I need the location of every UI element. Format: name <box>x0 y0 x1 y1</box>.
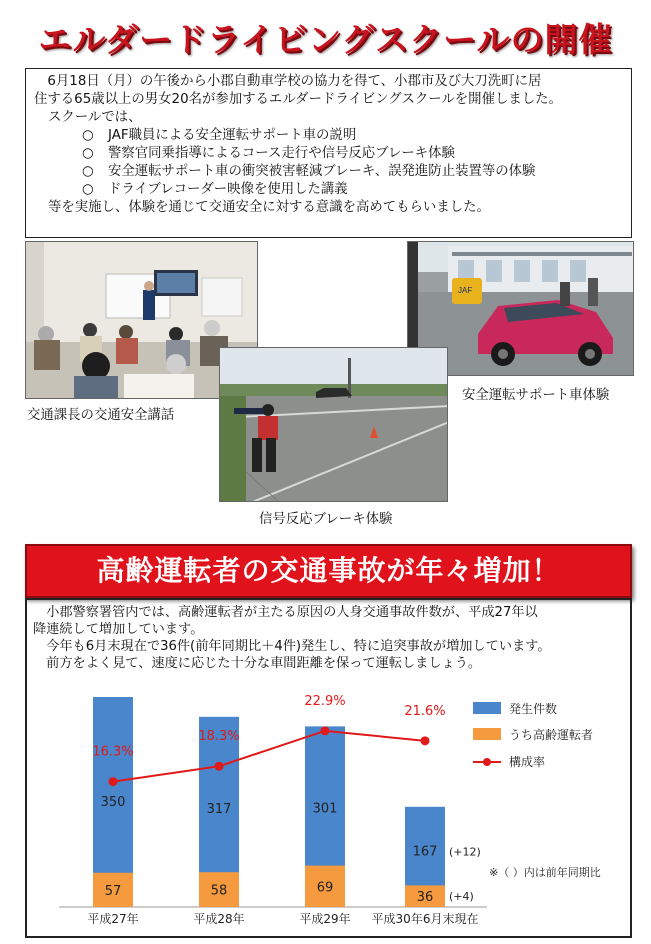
tick-label: 平成27年 <box>87 912 139 926</box>
bar-label-elderly: 57 <box>104 883 122 899</box>
line-point <box>215 762 224 771</box>
line-data-label: 22.9% <box>304 693 346 709</box>
list-item: ○ ドライブレコーダー映像を使用した講義 <box>82 182 348 197</box>
legend-swatch-rate-marker <box>483 758 491 766</box>
intro-text: 6月18日（月）の午後から小郡自動車学校の協力を得て、小郡市及び大刀洗町に居 <box>34 74 542 89</box>
line-data-label: 18.3% <box>198 729 240 745</box>
section2-title: 高齢運転者の交通事故が年々増加！ <box>25 544 632 598</box>
closing-text: 等を実施し、体験を通じて交通安全に対する意識を高めてもらいました。 <box>48 200 490 215</box>
bar-label-total: 167 <box>412 844 438 860</box>
accident-text-line: 今年も6月末現在で36件(前年同期比＋4件)発生し、特に追突事故が増加しています。 <box>33 639 551 654</box>
support-car-caption: 安全運転サポート車体験 <box>462 388 610 403</box>
tick-label: 平成28年 <box>193 912 245 926</box>
legend-label-rate: 構成率 <box>509 755 546 769</box>
lecture-caption: 交通課長の交通安全講話 <box>27 408 175 423</box>
bar-label-elderly: 69 <box>316 880 334 896</box>
jaf-logo: JAF <box>458 286 473 295</box>
line-point <box>109 777 118 786</box>
bar-label-total: 317 <box>206 802 232 818</box>
bar-label-elderly: 36 <box>416 890 434 906</box>
page-title: エルダードライビングスクールの開催 <box>38 20 613 59</box>
accident-text-line: 降連続して増加しています。 <box>33 622 204 637</box>
legend-swatch-elderly <box>473 728 501 740</box>
line-point <box>421 736 430 745</box>
brake-caption: 信号反応ブレーキ体験 <box>259 512 393 527</box>
list-item: ○ 警察官同乗指導によるコース走行や信号反応ブレーキ体験 <box>82 146 455 161</box>
legend-label-elderly: うち高齢運転者 <box>509 728 594 742</box>
tick-label: 平成30年6月末現在 <box>371 912 479 926</box>
legend-label-total: 発生件数 <box>509 702 558 716</box>
annotation-total-diff: (+12) <box>449 845 481 859</box>
annotation-elderly-diff: (+4) <box>449 890 474 904</box>
accident-text-line: 小郡警察署管内では、高齢運転者が主たる原因の人身交通事故件数が、平成27年以 <box>33 605 538 620</box>
accident-text-line: 前方をよく見て、速度に応じた十分な車間距離を保って運転しましょう。 <box>33 656 482 671</box>
accident-chart <box>27 600 630 936</box>
intro-box <box>25 68 632 238</box>
bar-label-total: 350 <box>100 794 126 810</box>
brake-test-photo <box>219 347 448 502</box>
line-data-label: 16.3% <box>92 744 134 760</box>
line-data-label: 21.6% <box>404 703 446 719</box>
list-item: ○ JAF職員による安全運転サポート車の説明 <box>82 128 357 143</box>
line-rate <box>113 731 425 782</box>
bar-label-elderly: 58 <box>210 883 228 899</box>
legend-swatch-total <box>473 702 501 714</box>
line-point <box>321 726 330 735</box>
accident-box <box>25 598 632 938</box>
tick-label: 平成29年 <box>299 912 351 926</box>
annotation-note: ※（ ）内は前年同期比 <box>489 866 601 879</box>
bar-label-total: 301 <box>312 801 338 817</box>
intro-text: 住する65歳以上の男女20名が参加するエルダードライビングスクールを開催しました。 <box>34 92 562 107</box>
lead-text: スクールでは、 <box>48 110 142 125</box>
list-item: ○ 安全運転サポート車の衝突被害軽減ブレーキ、誤発進防止装置等の体験 <box>82 164 536 179</box>
